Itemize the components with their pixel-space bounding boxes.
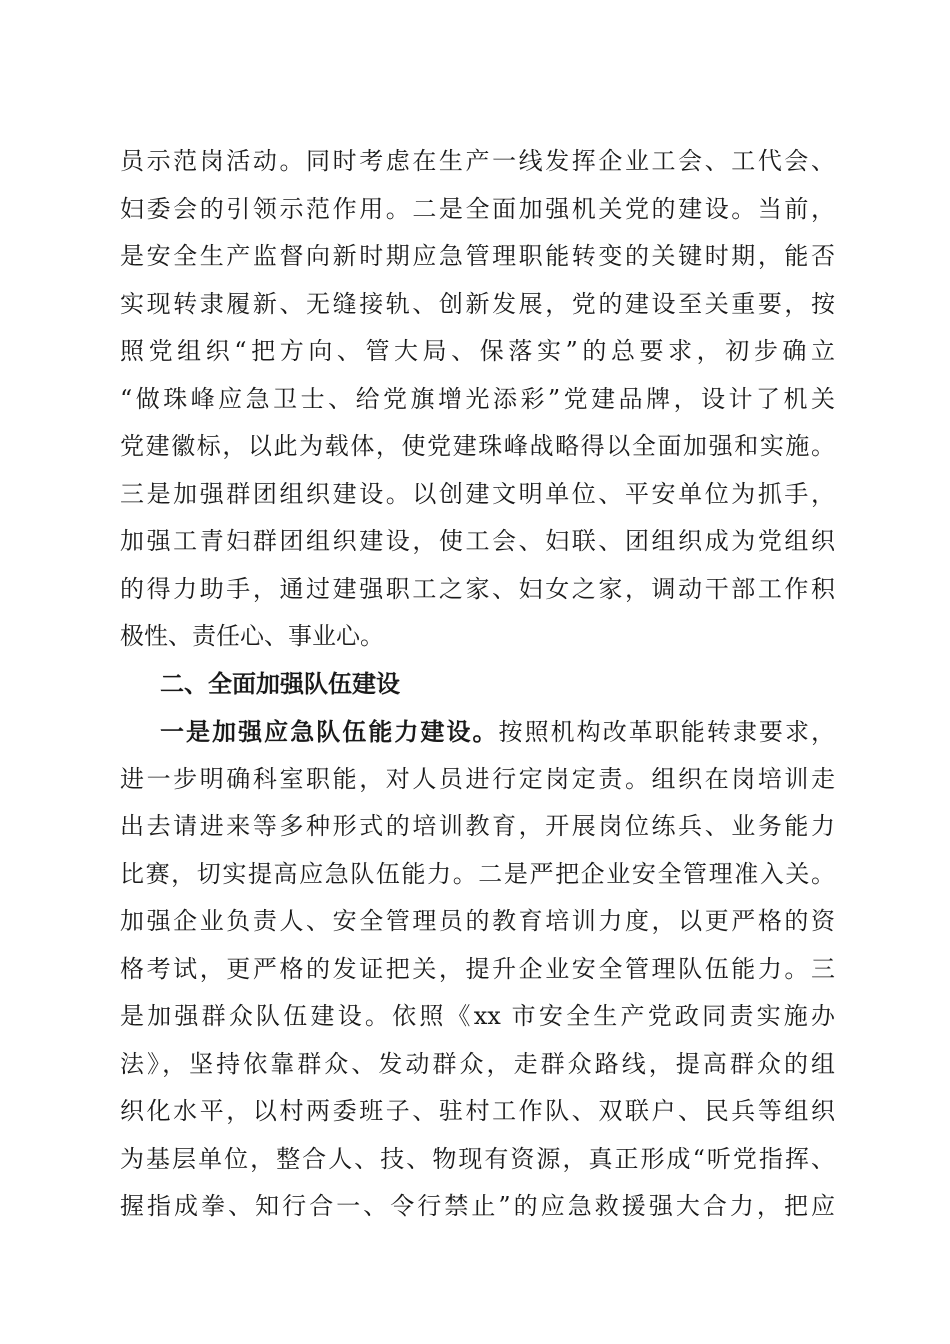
text-line: 加强工青妇群团组织建设，使工会、妇联、团组织成为党组织 [120, 527, 835, 555]
text-line: 比赛，切实提高应急队伍能力。二是严把企业安全管理准入关。 [120, 859, 835, 888]
text-line: 的得力助手，通过建强职工之家、妇女之家，调动干部工作积 [120, 574, 835, 603]
text-line: 是加强群众队伍建设。依照《xx 市安全生产党政同责实施办 [120, 1002, 835, 1030]
text-line: 照党组织“把方向、管大局、保落实”的总要求，初步确立 [120, 337, 835, 365]
paragraph-lead-phrase: 一是加强应急队伍能力建设。 [160, 717, 499, 746]
paragraph-first-line [120, 708, 835, 756]
text-line: 加强企业负责人、安全管理员的教育培训力度，以更严格的资 [120, 907, 835, 935]
text-line: 员示范岗活动。同时考虑在生产一线发挥企业工会、工代会、 [120, 147, 835, 175]
text-line: 握指成拳、知行合一、令行禁止”的应急救援强大合力，把应 [120, 1192, 835, 1220]
text-line: 进一步明确科室职能，对人员进行定岗定责。组织在岗培训走 [120, 764, 835, 793]
body-text [120, 138, 835, 1231]
section-heading: 二、全面加强队伍建设 [160, 669, 400, 698]
text-line: 织化水平，以村两委班子、驻村工作队、双联户、民兵等组织 [120, 1097, 835, 1125]
text-line: 是安全生产监督向新时期应急管理职能转变的关键时期，能否 [120, 242, 835, 270]
text-line: 法》，坚持依靠群众、发动群众，走群众路线，提高群众的组 [120, 1049, 835, 1078]
text-line: 极性、责任心、事业心。 [120, 622, 384, 650]
text-line: 党建徽标，以此为载体，使党建珠峰战略得以全面加强和实施。 [120, 432, 835, 460]
text-line: “做珠峰应急卫士、给党旗增光添彩”党建品牌，设计了机关 [120, 384, 835, 413]
paragraph-first-line-rest: 按照机构改革职能转隶要求， [498, 718, 836, 746]
text-line: 实现转隶履新、无缝接轨、创新发展，党的建设至关重要，按 [120, 289, 835, 318]
text-line: 三是加强群团组织建设。以创建文明单位、平安单位为抓手， [120, 479, 835, 508]
text-line: 妇委会的引领示范作用。二是全面加强机关党的建设。当前， [120, 194, 835, 223]
text-line: 为基层单位，整合人、技、物现有资源，真正形成“听党指挥、 [120, 1144, 835, 1173]
text-line: 格考试，更严格的发证把关，提升企业安全管理队伍能力。三 [120, 954, 835, 983]
text-line: 出去请进来等多种形式的培训教育，开展岗位练兵、业务能力 [120, 812, 835, 840]
